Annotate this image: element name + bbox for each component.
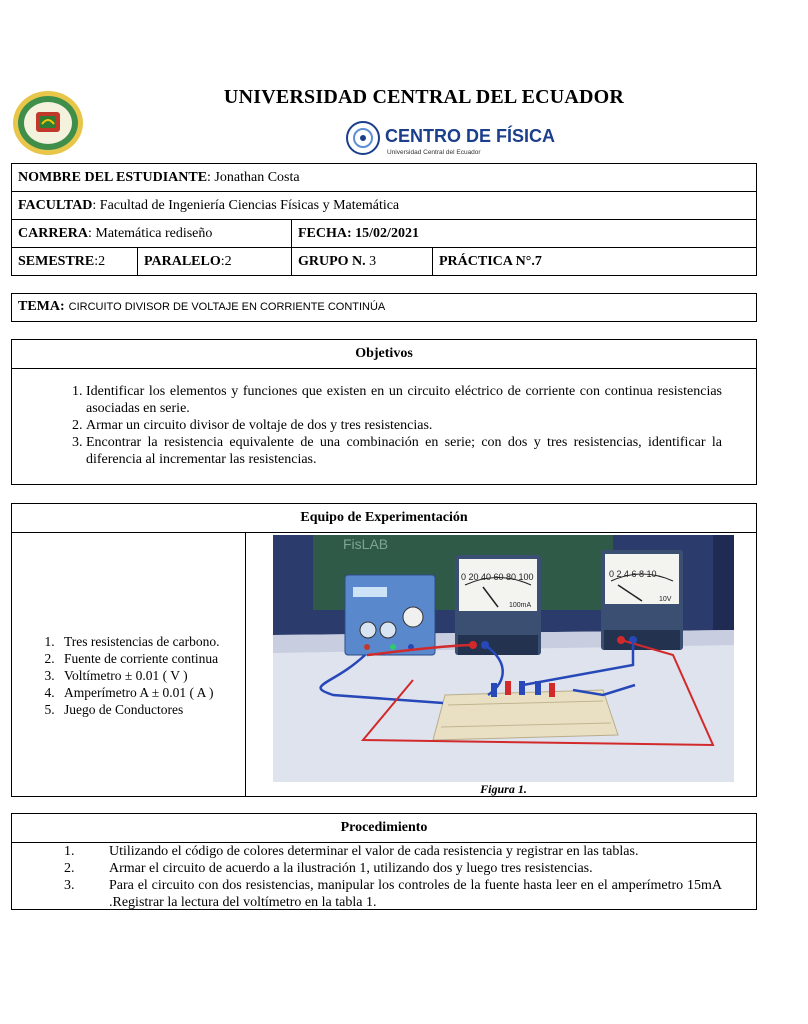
student-info-table (11, 163, 757, 276)
logo-subtext: Universidad Central del Ecuador (387, 149, 481, 156)
logo-text: CENTRO DE FÍSICA (385, 126, 556, 146)
chalkboard-text: FisLAB (343, 536, 389, 552)
step-text: Armar el circuito de acuerdo a la ilustración 1, utilizando dos y luego tres resistencias. (109, 861, 593, 876)
step-number: 3. (64, 878, 75, 893)
equipo-section (11, 503, 757, 797)
voltmeter-unit: 10V (659, 596, 672, 603)
objetivos-list (12, 383, 722, 468)
practice-cell: PRÁCTICA N°.7 (433, 248, 757, 276)
equipo-list-cell (12, 532, 246, 796)
list-item: 4. Amperímetro A ± 0.01 ( A ) (58, 684, 238, 701)
ammeter-scale: 0 20 40 60 80 100 (461, 572, 534, 582)
ammeter-unit: 100mA (509, 602, 532, 609)
step-text: Utilizando el código de colores determinar el valor de cada resistencia y registrar en las tablas. (109, 844, 639, 859)
group-cell: GRUPO N. 3 (292, 248, 433, 276)
step-text: Para el circuito con dos resistencias, manipular los controles de la fuente hasta leer en el amperímetro 15mA .Registrar la lectura del voltímetro en la tabla 1. (109, 878, 722, 910)
list-item (12, 877, 756, 911)
centro-de-fisica-logo (345, 118, 556, 160)
step-number: 1. (64, 844, 75, 859)
faculty-cell: FACULTAD: Facultad de Ingeniería Ciencias Físicas y Matemática (12, 192, 757, 220)
list-item: 3. Voltímetro ± 0.01 ( V ) (58, 667, 238, 684)
list-item (12, 843, 756, 860)
career-cell: CARRERA: Matemática rediseño (12, 220, 292, 248)
university-title: UNIVERSIDAD CENTRAL DEL ECUADOR (223, 86, 625, 108)
tema-value: CIRCUITO DIVISOR DE VOLTAJE EN CORRIENTE CONTINÚA (68, 301, 386, 313)
list-item (12, 860, 756, 877)
paralelo-cell: PARALELO:2 (138, 248, 292, 276)
equipo-title: Equipo de Experimentación (12, 504, 756, 533)
student-name-cell: NOMBRE DEL ESTUDIANTE: Jonathan Costa (12, 164, 757, 192)
objetivos-section (11, 339, 757, 485)
objetivos-title: Objetivos (12, 340, 756, 369)
list-item: 1. Identificar los elementos y funciones que existen en un circuito eléctrico de corriente con continua resistencias asociadas en serie. (86, 383, 722, 417)
list-item: 3. Encontrar la resistencia equivalente de una combinación en serie; con dos y tres resistencias, identificar la diferencia al incrementar las resistencias. (86, 434, 722, 468)
tema-box (11, 293, 757, 322)
step-number: 2. (64, 861, 75, 876)
procedimiento-title: Procedimiento (12, 814, 756, 843)
procedimiento-section (11, 813, 757, 910)
equipo-list (30, 633, 238, 718)
list-item: 1. Tres resistencias de carbono. (58, 633, 238, 650)
list-item: 2. Fuente de corriente continua (58, 650, 238, 667)
date-cell: FECHA: 15/02/2021 (292, 220, 757, 248)
list-item: 2. Armar un circuito divisor de voltaje de dos y tres resistencias. (86, 417, 722, 434)
tema-label: TEMA: (18, 299, 65, 314)
semester-cell: SEMESTRE:2 (12, 248, 138, 276)
figure-caption: Figura 1. (480, 782, 527, 796)
lab-circuit-figure (273, 535, 734, 782)
list-item: 5. Juego de Conductores (58, 701, 238, 718)
voltmeter-scale: 0 2 4 6 8 10 (609, 569, 657, 579)
